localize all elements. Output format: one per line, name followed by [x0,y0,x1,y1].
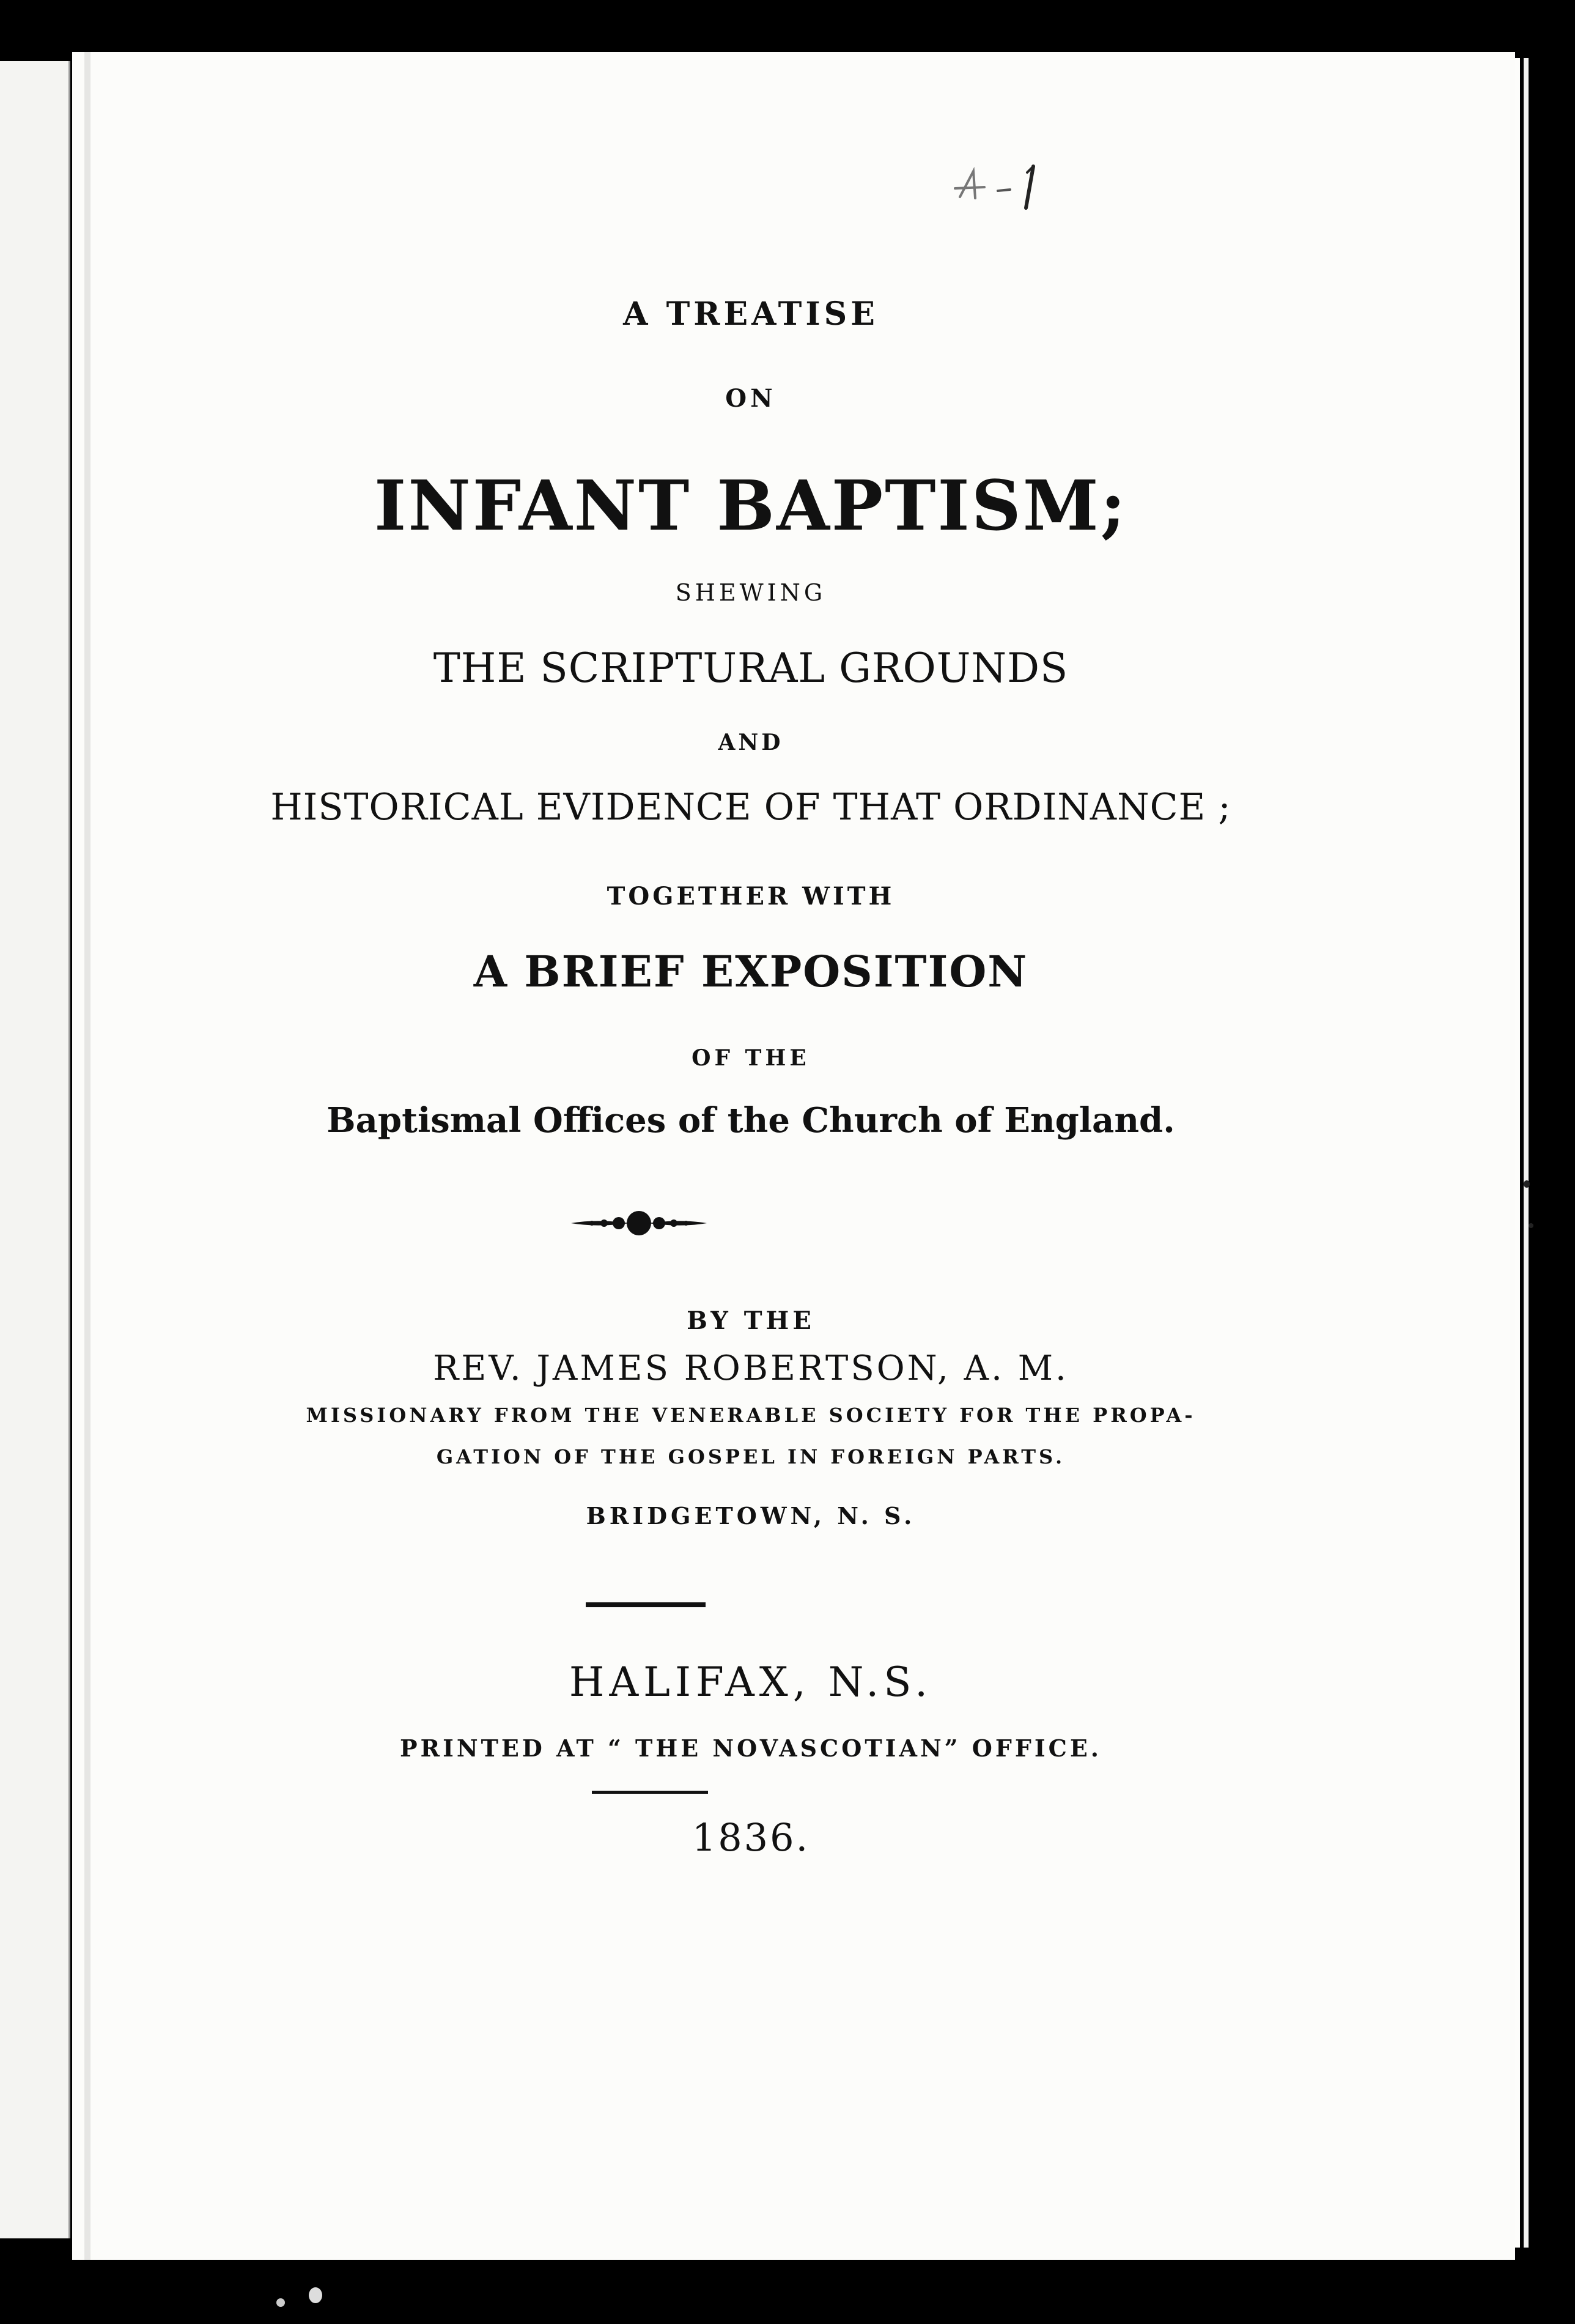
title-line-offices: Baptismal Offices of the Church of England. [326,1100,1175,1141]
title-page-text [72,0,1231,2324]
scan-speck [1529,1223,1533,1228]
title-line-on: ON [725,384,776,413]
title-line-grounds: THE SCRIPTURAL GROUNDS [433,645,1069,692]
scan-speck [1524,1180,1530,1188]
title-line-and: AND [718,730,784,755]
title-line-exposition: A BRIEF EXPOSITION [473,946,1028,997]
author-role-line-1: MISSIONARY FROM THE VENERABLE SOCIETY FOR THE PROPA- [306,1404,1196,1427]
imprint-city: HALIFAX, N.S. [569,1659,933,1706]
author-by-the: BY THE [687,1306,815,1335]
title-line-together: TOGETHER WITH [607,882,895,911]
title-line-of-the: OF THE [692,1045,810,1071]
page-edge [1515,58,1520,2248]
page-edge [1524,58,1529,2248]
imprint-printer: PRINTED AT “ THE NOVASCOTIAN” OFFICE. [399,1734,1102,1762]
divider-rule [586,1602,706,1607]
scan-speck [309,2287,322,2303]
printers-ornament [569,1206,709,1240]
main-title: INFANT BAPTISM; [374,466,1128,546]
title-line-treatise: A TREATISE [623,295,879,333]
previous-leaf-edge [0,61,70,2238]
author-name: REV. JAMES ROBERTSON, A. M. [433,1349,1069,1388]
scan-speck [276,2298,285,2307]
divider-rule [592,1791,708,1794]
title-line-evidence: HISTORICAL EVIDENCE OF THAT ORDINANCE ; [270,786,1231,829]
imprint-year: 1836. [692,1815,810,1860]
author-location: BRIDGETOWN, N. S. [586,1502,916,1530]
title-line-shewing: SHEWING [675,579,827,606]
author-role-line-2: GATION OF THE GOSPEL IN FOREIGN PARTS. [436,1445,1066,1468]
